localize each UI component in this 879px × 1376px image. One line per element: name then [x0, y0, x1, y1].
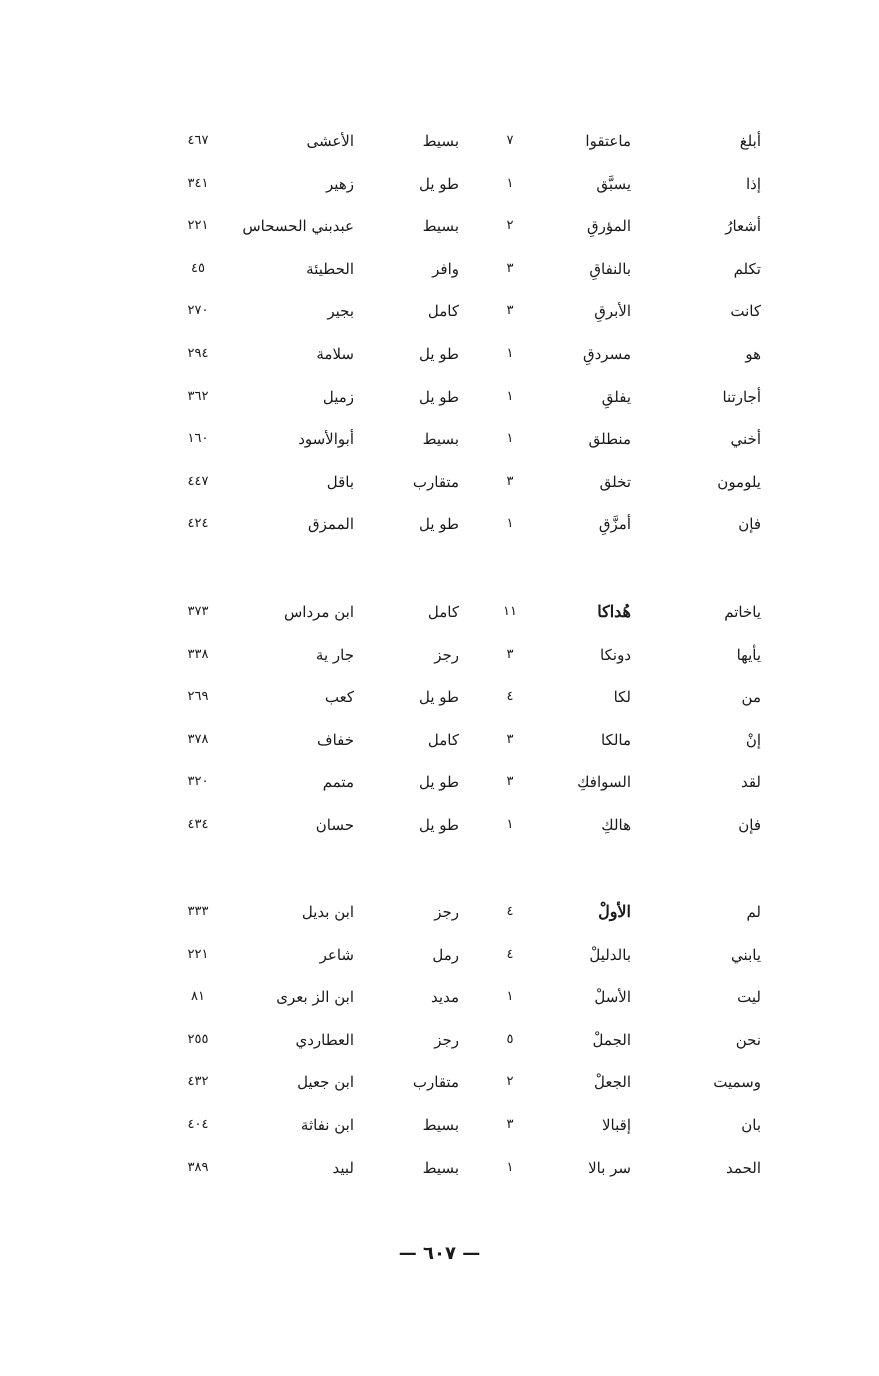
meter-name: بسيط: [422, 217, 459, 236]
table-row: [0, 461, 879, 504]
verse-count: ٣: [506, 646, 514, 662]
rhyme-word: مسردقِ: [582, 344, 631, 363]
rhyme-word: إقبالا: [602, 1115, 631, 1134]
verse-count: ٤: [506, 689, 514, 705]
page-ref: ٣٣٣: [187, 904, 209, 919]
verse-first-word: فإن: [738, 515, 761, 534]
table-row: [0, 891, 879, 934]
table-row: [0, 976, 879, 1019]
verse-first-word: أبلغ: [739, 132, 761, 150]
verse-first-word: ياخاتم: [724, 603, 761, 621]
meter-name: طو يل: [419, 773, 459, 792]
verse-count: ٣: [506, 473, 514, 489]
page-number: — ٦٠٧ —: [398, 1243, 481, 1264]
verse-count: ٤: [506, 946, 514, 962]
page-ref: ٢٢١: [187, 218, 209, 234]
poet-name: حسان: [315, 815, 354, 834]
poet-name: ابن نفاثة: [300, 1115, 354, 1134]
poet-name: ابن الز بعرى: [276, 988, 354, 1007]
verse-count: ١: [506, 388, 514, 404]
poet-name: زهير: [326, 174, 354, 193]
verse-count: ٥: [506, 1031, 514, 1047]
poet-name: متمم: [322, 773, 354, 792]
verse-count: ١١: [503, 604, 517, 619]
page-ref: ٣٦٢: [187, 388, 209, 404]
verse-group-2: [0, 591, 879, 847]
meter-name: كامل: [427, 730, 459, 749]
verse-first-word: أشعارُ: [725, 217, 761, 236]
table-row: [0, 1019, 879, 1062]
rhyme-word: الجعلْ: [593, 1073, 631, 1092]
poet-name: ابن جعيل: [297, 1073, 354, 1092]
rhyme-word: أمزَّقِ: [598, 515, 631, 534]
table-row: [0, 719, 879, 762]
verse-first-word: فإن: [738, 815, 761, 834]
page-ref: ٤٥: [191, 260, 205, 276]
page-ref: ٢٥٥: [187, 1031, 209, 1047]
verse-count: ٢: [506, 218, 514, 234]
page-ref: ٣٢٠: [187, 774, 209, 790]
rhyme-word: سر بالا: [588, 1158, 631, 1177]
page-ref: ٤٤٧: [187, 473, 209, 489]
poet-name: ابن بديل: [301, 903, 354, 921]
table-row: [0, 290, 879, 333]
meter-name: متقارب: [412, 472, 459, 491]
verse-first-word: يابني: [731, 945, 761, 964]
meter-name: طو يل: [419, 174, 459, 193]
page-ref: ٢٢١: [187, 946, 209, 962]
page-ref: ٣٧٣: [187, 604, 209, 619]
rhyme-word: الأبرقِ: [594, 302, 631, 321]
page-ref: ٤٣٢: [187, 1074, 209, 1090]
verse-first-word: كانت: [730, 302, 761, 321]
verse-first-word: من: [741, 688, 761, 707]
verse-first-word: أخني: [730, 430, 761, 449]
rhyme-word: دونكا: [600, 645, 631, 664]
rhyme-word: ماعتقوا: [585, 132, 631, 150]
poet-name: ابن مرداس: [284, 603, 354, 621]
page-ref: ٢٦٩: [187, 689, 209, 705]
rhyme-word: تخلق: [599, 472, 631, 491]
poet-name: الأعشى: [306, 132, 354, 150]
verse-first-word: إذا: [745, 174, 761, 193]
poet-name: بجير: [327, 302, 354, 321]
poet-name: زميل: [322, 387, 354, 406]
meter-name: رمل: [432, 945, 459, 964]
rhyme-word: بالنفاقِ: [589, 259, 631, 278]
verse-count: ١: [506, 816, 514, 832]
page-ref: ٤٣٤: [187, 816, 209, 832]
table-row: [0, 676, 879, 719]
page-ref: ٤٠٤: [187, 1116, 209, 1132]
rhyme-word: لكا: [613, 688, 631, 707]
verse-count: ٣: [506, 303, 514, 319]
verse-count: ٣: [506, 260, 514, 276]
meter-name: رجز: [434, 903, 459, 921]
verse-count: ١: [506, 989, 514, 1005]
meter-name: وافر: [432, 259, 459, 278]
page-ref: ٤٢٤: [187, 516, 209, 532]
poet-name: العطاردي: [295, 1030, 354, 1049]
meter-name: رجز: [434, 645, 459, 664]
meter-name: طو يل: [419, 387, 459, 406]
table-row: [0, 503, 879, 546]
meter-name: كامل: [427, 302, 459, 321]
page-ref: ٣٤١: [187, 175, 209, 191]
table-row: [0, 248, 879, 291]
poet-name: أبوالأسود: [298, 430, 354, 449]
verse-first-word: أجارتنا: [722, 387, 761, 406]
verse-first-word: لم: [746, 903, 761, 921]
rhyme-word: المؤرقِ: [586, 217, 631, 236]
poet-name: الممزق: [308, 515, 354, 534]
table-row: [0, 418, 879, 461]
verse-count: ١: [506, 431, 514, 447]
page-ref: ٢٩٤: [187, 345, 209, 361]
verse-count: ٤: [506, 904, 514, 919]
rhyme-word: الجملْ: [592, 1030, 631, 1049]
poet-name: خفاف: [317, 730, 354, 749]
table-row: [0, 376, 879, 419]
rhyme-word: مالكا: [600, 730, 631, 749]
page-ref: ٣٨٩: [187, 1159, 209, 1175]
poet-name: شاعر: [319, 945, 354, 964]
poet-name: لبيد: [332, 1158, 354, 1177]
verse-first-word: لقد: [740, 773, 761, 792]
poet-name: جار ية: [315, 645, 354, 664]
verse-first-word: وسميت: [713, 1073, 761, 1092]
table-row: [0, 333, 879, 376]
verse-first-word: بان: [741, 1115, 761, 1134]
meter-name: طو يل: [419, 515, 459, 534]
verse-first-word: نحن: [735, 1030, 761, 1049]
verse-count: ٣: [506, 774, 514, 790]
page-ref: ٢٧٠: [187, 303, 209, 319]
page-ref: ١٦٠: [187, 431, 209, 447]
table-row: [0, 1147, 879, 1190]
verse-first-word: ليت: [737, 988, 761, 1007]
page-ref: ٤٦٧: [187, 133, 209, 148]
rhyme-word: يسبَّق: [596, 174, 631, 193]
table-row: [0, 591, 879, 634]
table-row: [0, 804, 879, 847]
meter-name: طو يل: [419, 344, 459, 363]
rhyme-word: منطلق: [588, 430, 631, 449]
page-ref: ٣٧٨: [187, 731, 209, 747]
table-row: [0, 163, 879, 206]
rhyme-word: السوافكِ: [577, 773, 631, 792]
verse-first-word: إنْ: [745, 730, 761, 749]
verse-group-1: [0, 120, 879, 546]
meter-name: بسيط: [422, 132, 459, 150]
rhyme-word: هالكِ: [601, 815, 631, 834]
table-row: [0, 934, 879, 977]
page-ref: ٣٣٨: [187, 646, 209, 662]
page-ref: ٨١: [191, 989, 205, 1005]
verse-count: ٣: [506, 1116, 514, 1132]
verse-first-word: الحمد: [726, 1158, 761, 1177]
meter-name: بسيط: [422, 1115, 459, 1134]
table-row: [0, 1061, 879, 1104]
verse-count: ١: [506, 1159, 514, 1175]
rhyme-word: يفلقِ: [601, 387, 631, 406]
verse-first-word: تكلم: [733, 259, 761, 278]
table-row: [0, 1104, 879, 1147]
rhyme-word: هُداكا: [597, 602, 631, 621]
table-row: [0, 634, 879, 677]
verse-first-word: يأيها: [736, 645, 761, 664]
verse-count: ٧: [506, 133, 514, 148]
verse-count: ١: [506, 345, 514, 361]
meter-name: طو يل: [419, 688, 459, 707]
poet-name: كعب: [324, 688, 354, 707]
poet-name: عبدبني الحسحاس: [242, 217, 354, 236]
meter-name: متقارب: [412, 1073, 459, 1092]
verse-count: ٢: [506, 1074, 514, 1090]
table-row: [0, 205, 879, 248]
meter-name: بسيط: [422, 430, 459, 449]
poet-name: الحطيئة: [306, 259, 354, 278]
poet-name: سلامة: [316, 344, 354, 363]
verse-count: ١: [506, 516, 514, 532]
verse-first-word: هو: [745, 344, 761, 363]
verse-count: ٣: [506, 731, 514, 747]
meter-name: كامل: [427, 603, 459, 621]
meter-name: رجز: [434, 1030, 459, 1049]
rhyme-word: بالدليلْ: [589, 945, 631, 964]
table-row: [0, 120, 879, 163]
meter-name: مديد: [431, 988, 459, 1007]
verse-count: ١: [506, 175, 514, 191]
rhyme-word: الأسلْ: [594, 988, 631, 1007]
meter-name: بسيط: [422, 1158, 459, 1177]
verse-first-word: يلومون: [717, 472, 761, 491]
table-row: [0, 761, 879, 804]
rhyme-word: الأولْ: [598, 902, 631, 921]
meter-name: طو يل: [419, 815, 459, 834]
poet-name: باقل: [326, 472, 354, 491]
verse-group-3: [0, 891, 879, 1189]
